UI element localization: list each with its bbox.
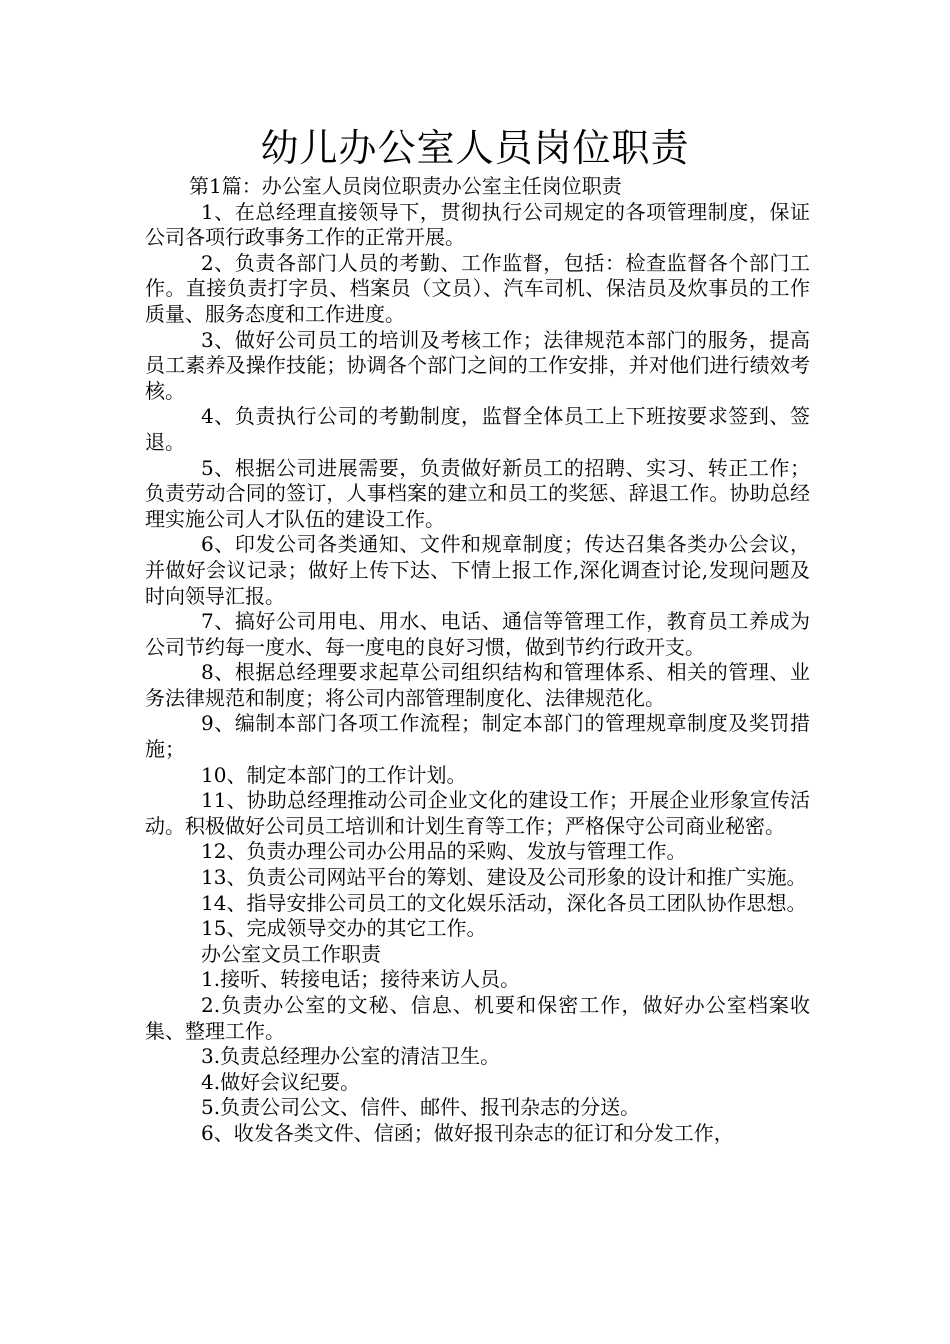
duty-item-13: 13、负责公司网站平台的筹划、建设及公司形象的设计和推广实施。	[201, 865, 807, 890]
duty-item-15: 15、完成领导交办的其它工作。	[201, 916, 487, 941]
clerk-item-5: 5.负责公司公文、信件、邮件、报刊杂志的分送。	[201, 1095, 641, 1120]
duty-item-1: 1、在总经理直接领导下，贯彻执行公司规定的各项管理制度，保证公司各项行政事务工作的正常开展。	[145, 199, 810, 250]
duty-item-9: 9、编制本部门各项工作流程；制定本部门的管理规章制度及奖罚措施；	[145, 711, 810, 762]
duty-item-8: 8、根据总经理要求起草公司组织结构和管理体系、相关的管理、业务法律规范和制度；将公司内部管理制度化、法律规范化。	[145, 660, 810, 710]
duty-item-4: 4、负责执行公司的考勤制度，监督全体员工上下班按要求签到、签退。	[145, 404, 810, 454]
clerk-item-4: 4.做好会议纪要。	[201, 1069, 361, 1094]
duty-item-10: 10、制定本部门的工作计划。	[201, 762, 467, 787]
duty-item-3: 3、做好公司员工的培训及考核工作；法律规范本部门的服务，提高员工素养及操作技能；协调各个部门之间的工作安排，并对他们进行绩效考核。	[145, 327, 810, 403]
duty-item-6: 6、印发公司各类通知、文件和规章制度；传达召集各类办公会议，并做好会议记录；做好上传下达、下情上报工作,深化调查讨论,发现问题及时向领导汇报。	[145, 532, 810, 608]
clerk-item-3: 3.负责总经理办公室的清洁卫生。	[201, 1044, 501, 1069]
document-title: 幼儿办公室人员岗位职责	[260, 126, 690, 170]
duty-item-2: 2、负责各部门人员的考勤、工作监督，包括：检查监督各个部门工作。直接负责打字员、档案员（文员）、汽车司机、保洁员及炊事员的工作质量、服务态度和工作进度。	[145, 250, 810, 326]
duty-item-7: 7、搞好公司用电、用水、电话、通信等管理工作，教育员工养成为公司节约每一度水、每一度电的良好习惯，做到节约行政开支。	[145, 609, 810, 659]
clerk-item-1: 1.接听、转接电话；接待来访人员。	[201, 967, 521, 992]
document-body	[145, 174, 810, 1147]
clerk-item-2: 2.负责办公室的文秘、信息、机要和保密工作，做好办公室档案收集、整理工作。	[145, 993, 810, 1043]
duty-item-5: 5、根据公司进展需要，负责做好新员工的招聘、实习、转正工作；负责劳动合同的签订，人事档案的建立和员工的奖惩、辞退工作。协助总经理实施公司人才队伍的建设工作。	[145, 455, 810, 531]
clerk-heading: 办公室文员工作职责	[201, 941, 381, 966]
section-heading: 第1篇：办公室人员岗位职责办公室主任岗位职责	[189, 174, 622, 198]
duty-item-12: 12、负责办理公司办公用品的采购、发放与管理工作。	[201, 839, 687, 864]
duty-item-14: 14、指导安排公司员工的文化娱乐活动，深化各员工团队协作思想。	[201, 890, 807, 915]
duty-item-11: 11、协助总经理推动公司企业文化的建设工作；开展企业形象宣传活动。积极做好公司员工培训和计划生育等工作；严格保守公司商业秘密。	[145, 788, 810, 838]
clerk-item-6: 6、收发各类文件、信函；做好报刊杂志的征订和分发工作，	[201, 1120, 734, 1145]
